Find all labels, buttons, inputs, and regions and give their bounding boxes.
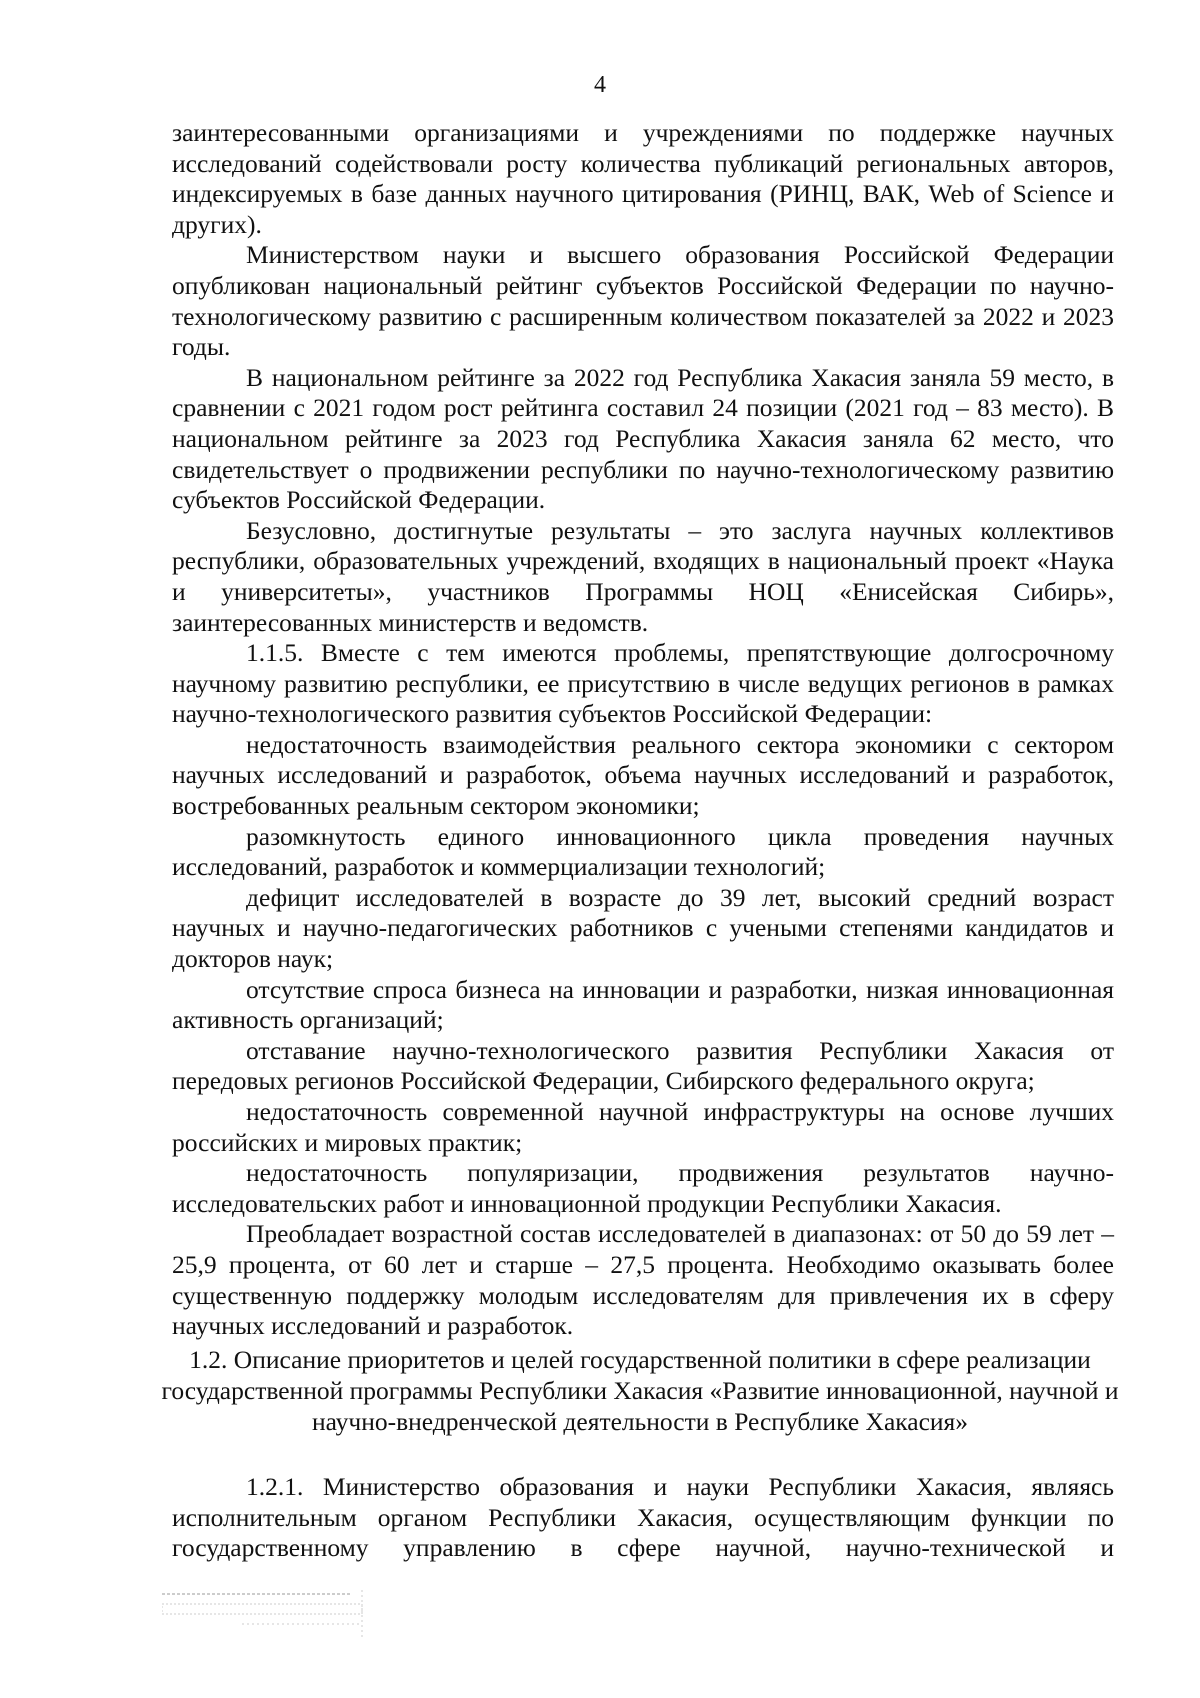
- list-item: отставание научно-технологического развития Республики Хакасия от передовых регионов Российской Федерации, Сибирского федерального округа;: [172, 1035, 1114, 1096]
- paragraph: Безусловно, достигнутые результаты – это заслуга научных коллективов республики, образовательных учреждений, входящих в национальный проект «Наука и университеты», участников Программы НОЦ «Енисейская Сибирь», заинтересованных министерств и ведомств.: [172, 515, 1114, 637]
- body-text: [172, 118, 1114, 1342]
- list-item: отсутствие спроса бизнеса на инновации и разработки, низкая инновационная активность организаций;: [172, 974, 1114, 1035]
- paragraph: 1.2.1. Министерство образования и науки Республики Хакасия, являясь исполнительным органом Республики Хакасия, осуществляющим функции по государственному управлению в сфере научной, научно-технической и: [172, 1472, 1114, 1563]
- list-item: дефицит исследователей в возрасте до 39 лет, высокий средний возраст научных и научно-педагогических работников с учеными степенями кандидатов и докторов наук;: [172, 882, 1114, 974]
- list-item: недостаточность взаимодействия реального сектора экономики с сектором научных исследований и разработок, объема научных исследований и разработок, востребованных реальным сектором экономики;: [172, 729, 1114, 821]
- section-heading: 1.2. Описание приоритетов и целей государственной политики в сфере реализации государственной программы Республики Хакасия «Развитие инновационной, научной и научно-внедренческой деятельности в Республике Хакасия»: [161, 1345, 1119, 1436]
- scan-stamp-mark: [162, 1590, 382, 1640]
- paragraph: Преобладает возрастной состав исследователей в диапазонах: от 50 до 59 лет – 25,9 процента, от 60 лет и старше – 27,5 процента. Необходимо оказывать более существенную поддержку молодым исследователям для привлечения их в сферу научных исследований и разработок.: [172, 1219, 1114, 1341]
- paragraph: В национальном рейтинге за 2022 год Республика Хакасия заняла 59 место, в сравнении с 2021 годом рост рейтинга составил 24 позиции (2021 год – 83 место). В национальном рейтинге за 2023 год Республика Хакасия заняла 62 место, что свидетельствует о продвижении республики по научно-технологическому развитию субъектов Российской Федерации.: [172, 362, 1114, 515]
- list-item: недостаточность популяризации, продвижения результатов научно-исследовательских работ и инновационной продукции Республики Хакасия.: [172, 1158, 1114, 1218]
- page-number: 4: [594, 72, 606, 98]
- list-item: разомкнутость единого инновационного цикла проведения научных исследований, разработок и коммерциализации технологий;: [172, 821, 1114, 882]
- paragraph: Министерством науки и высшего образования Российской Федерации опубликован национальный рейтинг субъектов Российской Федерации по научно-технологическому развитию с расширенным количеством показателей за 2022 и 2023 годы.: [172, 240, 1114, 362]
- paragraph: заинтересованными организациями и учреждениями по поддержке научных исследований содействовали росту количества публикаций региональных авторов, индексируемых в базе данных научного цитирования (РИНЦ, ВАК, Web of Science и других).: [172, 118, 1114, 239]
- list-item: недостаточность современной научной инфраструктуры на основе лучших российских и мировых практик;: [172, 1097, 1114, 1157]
- closing-text: [172, 1472, 1114, 1564]
- paragraph: 1.1.5. Вместе с тем имеются проблемы, препятствующие долгосрочному научному развитию республики, ее присутствию в числе ведущих регионов в рамках научно-технологического развития субъектов Российской Федерации:: [172, 638, 1114, 729]
